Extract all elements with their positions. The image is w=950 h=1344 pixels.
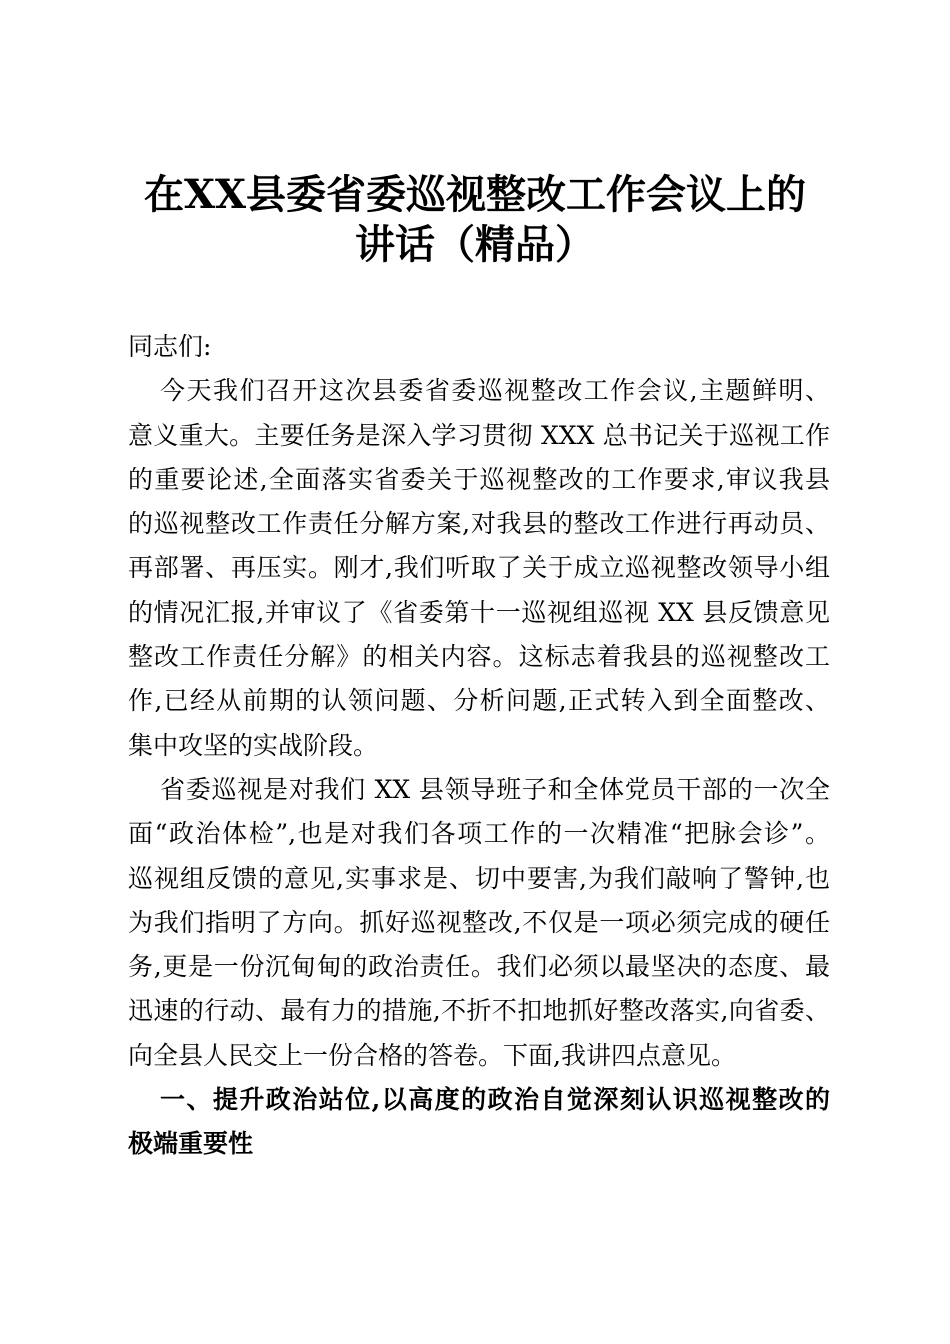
title-line-1: 在XX县委省委巡视整改工作会议上的 [143, 171, 807, 218]
paragraph-2-line: 务,更是一份沉甸甸的政治责任。我们必须以最坚决的态度、最 [128, 952, 830, 982]
paragraph-2-line: 省委巡视是对我们 XX 县领导班子和全体党员干部的一次全 [160, 774, 830, 804]
title-line-2: 讲话（精品） [355, 221, 595, 268]
paragraph-2-line: 为我们指明了方向。抓好巡视整改,不仅是一项必须完成的硬任 [128, 907, 830, 937]
document-title [0, 170, 950, 270]
paragraph-1-line: 今天我们召开这次县委省委巡视整改工作会议,主题鲜明、 [160, 376, 830, 406]
paragraph-1-line: 意义重大。主要任务是深入学习贯彻 XXX 总书记关于巡视工作 [128, 420, 830, 450]
paragraph-2-line: 向全县人民交上一份合格的答卷。下面,我讲四点意见。 [128, 1040, 736, 1070]
paragraph-1-line: 整改工作责任分解》的相关内容。这标志着我县的巡视整改工 [128, 642, 830, 672]
document-body [128, 325, 830, 1167]
paragraph-1-line: 的巡视整改工作责任分解方案,对我县的整改工作进行再动员、 [128, 509, 830, 539]
salutation: 同志们: [128, 332, 212, 361]
paragraph-1-line: 再部署、再压实。刚才,我们听取了关于成立巡视整改领导小组 [128, 553, 830, 583]
paragraph-1-line: 作,已经从前期的认领问题、分析问题,正式转入到全面整改、 [128, 686, 830, 716]
paragraph-2-line: 巡视组反馈的意见,实事求是、切中要害,为我们敲响了警钟,也 [128, 863, 830, 893]
section-heading-line: 极端重要性 [128, 1129, 254, 1159]
paragraph-1-line: 集中攻坚的实战阶段。 [128, 730, 379, 760]
paragraph-2-line: 迅速的行动、最有力的措施,不折不扣地抓好整改落实,向省委、 [128, 996, 830, 1026]
paragraph-1-line: 的重要论述,全面落实省委关于巡视整改的工作要求,审议我县 [128, 464, 830, 494]
paragraph-2-line: 面“政治体检”,也是对我们各项工作的一次精准“把脉会诊”。 [128, 819, 830, 849]
section-heading-line: 一、提升政治站位,以高度的政治自觉深刻认识巡视整改的 [160, 1085, 830, 1115]
paragraph-1-line: 的情况汇报,并审议了《省委第十一巡视组巡视 XX 县反馈意见 [128, 597, 830, 627]
